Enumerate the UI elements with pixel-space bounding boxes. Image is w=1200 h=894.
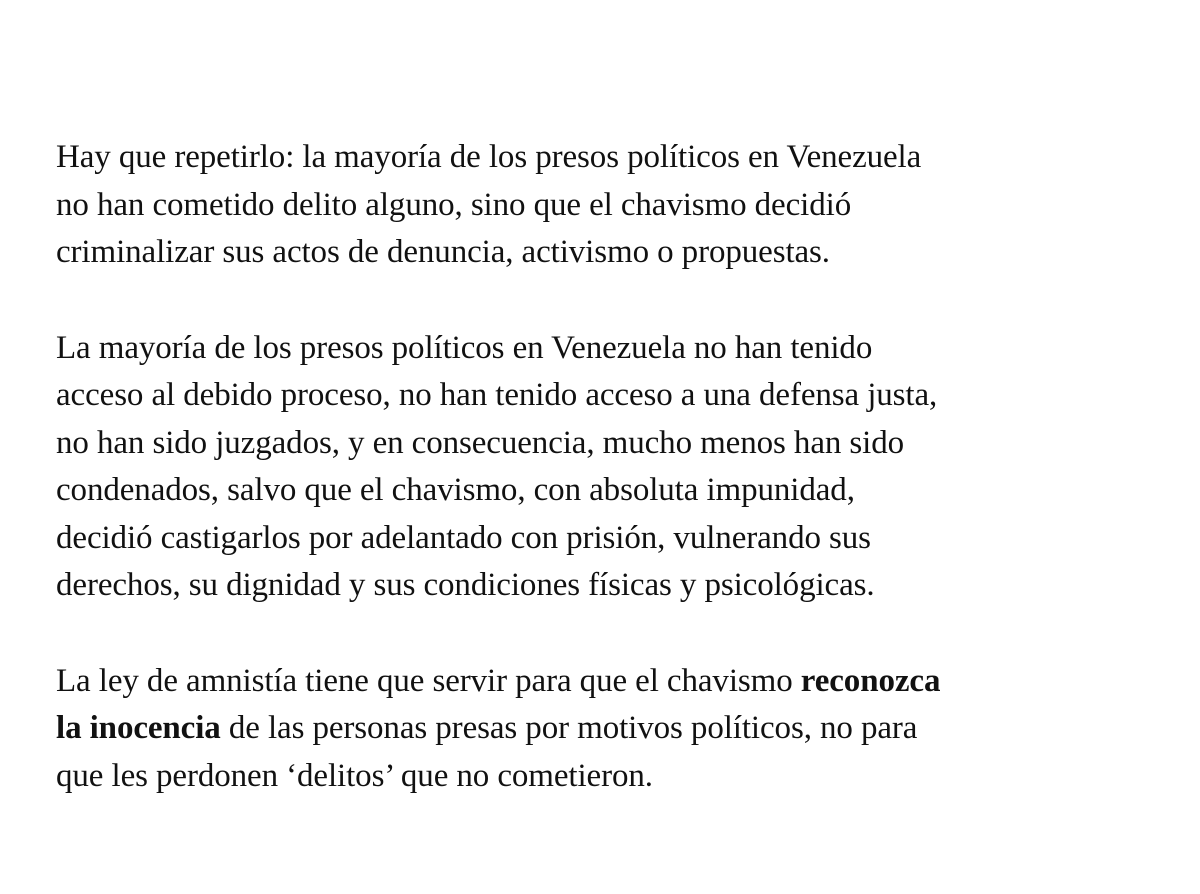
paragraph-2-line-5: decidió castigarlos por adelantado con prisión, vulnerando sus	[56, 519, 871, 556]
paragraph-2-line-2: acceso al debido proceso, no han tenido acceso a una defensa justa,	[56, 377, 938, 413]
paragraph-1-line-2: no han cometido delito alguno, sino que el chavismo decidió	[56, 186, 852, 223]
paragraph-2-line-6: derechos, su dignidad y sus condiciones físicas y psicológicas.	[56, 567, 875, 603]
paragraph-3-line-1-text: La ley de amnistía tiene que servir para que el chavismo	[56, 662, 801, 699]
paragraph-2-line-3: no han sido juzgados, y en consecuencia, mucho menos han sido	[56, 424, 905, 461]
document-body	[56, 134, 1176, 800]
paragraph-1-line-1: Hay que repetirlo: la mayoría de los presos políticos en Venezuela	[56, 139, 922, 175]
paragraph-3-line-2-text: de las personas presas por motivos políticos, no para	[220, 710, 918, 746]
paragraph-3-line-3: que les perdonen ‘delitos’ que no cometieron.	[56, 757, 653, 794]
paragraph-1-line-3: criminalizar sus actos de denuncia, activismo o propuestas.	[56, 234, 830, 270]
paragraph-3-line-1	[56, 658, 1176, 706]
paragraph-2-line-1: La mayoría de los presos políticos en Venezuela no han tenido	[56, 329, 873, 366]
paragraph-3	[56, 658, 1176, 801]
paragraph-3-line-2	[56, 705, 1176, 753]
emphasis-la-inocencia: la inocencia	[56, 710, 221, 746]
paragraph-2-line-4: condenados, salvo que el chavismo, con absoluta impunidad,	[56, 472, 855, 508]
paragraph-2	[56, 325, 1176, 610]
paragraph-1	[56, 134, 1176, 277]
emphasis-reconozca: reconozca	[800, 662, 941, 699]
